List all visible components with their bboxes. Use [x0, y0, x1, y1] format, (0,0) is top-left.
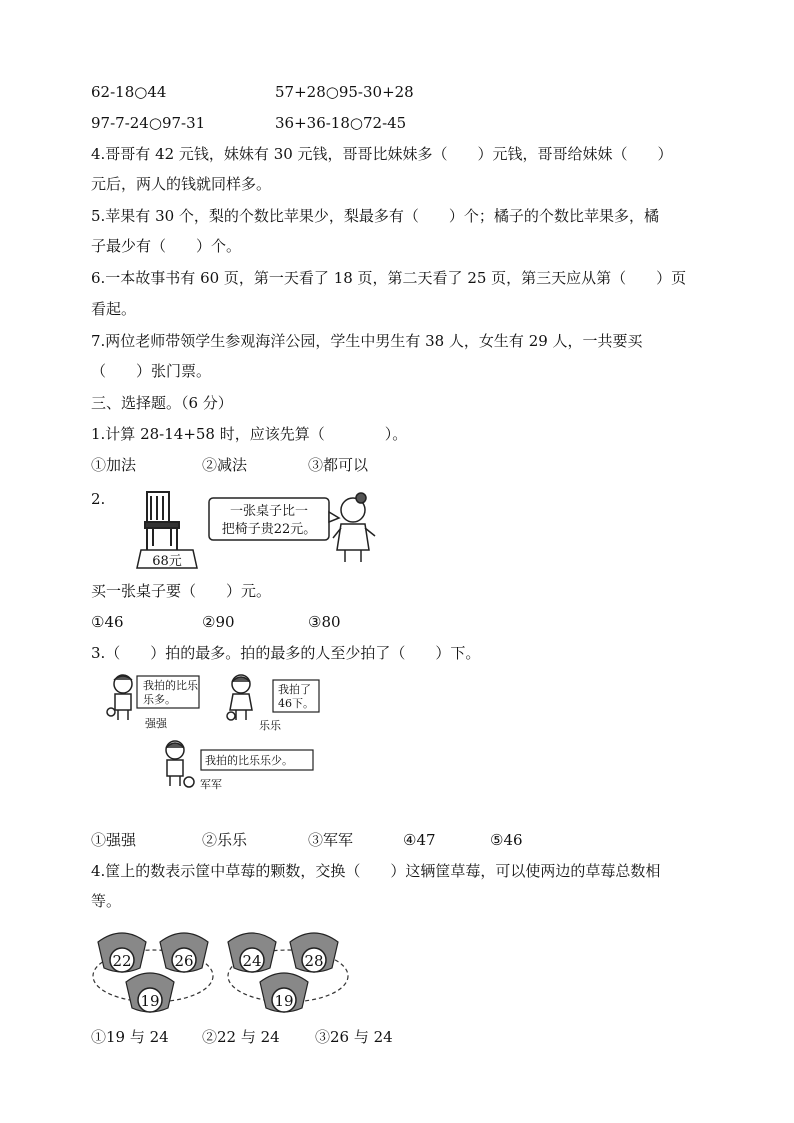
choice-q3-option-b: ②乐乐 — [202, 831, 248, 849]
kid1-bubble-line2: 乐多。 — [143, 693, 176, 706]
compare-right-1: 57+28○95-30+28 — [275, 83, 414, 101]
kid2-bubble-line2: 46下。 — [278, 697, 314, 710]
compare-left-1: 62-18○44 — [91, 83, 167, 101]
question-5-line1: 5.苹果有 30 个，梨的个数比苹果少，梨最多有（ ）个；橘子的个数比苹果多，橘 — [91, 207, 659, 225]
kid3-bubble-text: 我拍的比乐乐少。 — [205, 754, 293, 767]
choice-q2-option-c: ③80 — [308, 613, 341, 631]
basket-left-3-count: 19 — [140, 992, 160, 1010]
chair-icon — [145, 492, 179, 552]
basket-right-1 — [228, 933, 276, 972]
choice-q1-option-a: ①加法 — [91, 456, 137, 474]
basket-left-1 — [98, 933, 146, 972]
question-7-line1: 7.两位老师带领学生参观海洋公园，学生中男生有 38 人，女生有 29 人，一共要买 — [91, 332, 643, 350]
kid2-bubble-line1: 我拍了 — [278, 683, 311, 696]
kid1-name: 强强 — [145, 717, 167, 730]
choice-q4-option-c: ③26 与 24 — [315, 1028, 393, 1046]
basket-left-2 — [160, 933, 208, 972]
choice-q4-stem-line1: 4.筐上的数表示筐中草莓的颗数，交换（ ）这辆筐草莓，可以使两边的草莓总数相 — [91, 862, 661, 880]
question-4-line2: 元后，两人的钱就同样多。 — [91, 175, 272, 193]
choice-q4-stem-line2: 等。 — [91, 892, 122, 910]
basket-left-2-count: 26 — [174, 952, 194, 970]
choice-q1-option-b: ②减法 — [202, 456, 248, 474]
choice-q1-option-c: ③都可以 — [308, 456, 369, 474]
section-3-heading: 三、选择题。（6 分） — [91, 394, 233, 412]
choice-q1-stem: 1.计算 28-14+58 时，应该先算（ ）。 — [91, 425, 408, 443]
question-7-line2: （ ）张门票。 — [91, 362, 212, 380]
choice-q3-option-e: ⑤46 — [490, 831, 523, 849]
kid2-name: 乐乐 — [259, 719, 281, 732]
choice-q2-stem: 买一张桌子要（ ）元。 — [91, 582, 272, 600]
choice-q2-option-b: ②90 — [202, 613, 235, 631]
choice-q2-number: 2. — [91, 490, 106, 508]
price-tag-text: 68元 — [152, 554, 182, 569]
ball-bouncing-figure — [105, 670, 325, 800]
basket-right-3 — [260, 973, 308, 1012]
basket-right-3-count: 19 — [274, 992, 294, 1010]
question-5-line2: 子最少有（ ）个。 — [91, 237, 242, 255]
basket-right-2 — [290, 933, 338, 972]
question-4-line1: 4.哥哥有 42 元钱，妹妹有 30 元钱，哥哥比妹妹多（ ）元钱，哥哥给妹妹（ ） — [91, 145, 673, 163]
kid-qiangqiang-icon — [107, 675, 132, 720]
choice-q3-option-a: ①强强 — [91, 831, 137, 849]
bubble-text-line1: 一张桌子比一 — [229, 504, 309, 519]
choice-q4-option-a: ①19 与 24 — [91, 1028, 169, 1046]
basket-right-2-count: 28 — [304, 952, 324, 970]
kid1-bubble-line1: 我拍的比乐 — [143, 679, 198, 692]
strawberry-baskets-figure — [90, 918, 360, 1023]
choice-q3-option-d: ④47 — [403, 831, 436, 849]
price-tag — [137, 550, 197, 569]
choice-q3-stem: 3.（ ）拍的最多。拍的最多的人至少拍了（ ）下。 — [91, 644, 481, 662]
speech-bubble — [209, 498, 339, 540]
kid-junjun-icon — [166, 741, 194, 787]
choice-q3-option-c: ③军军 — [308, 831, 354, 849]
basket-left-1-count: 22 — [112, 952, 132, 970]
girl-icon — [333, 493, 375, 562]
compare-right-2: 36+36-18○72-45 — [275, 114, 407, 132]
kid3-name: 军军 — [200, 778, 222, 791]
kid-lele-icon — [227, 675, 252, 720]
choice-q2-option-a: ①46 — [91, 613, 124, 631]
basket-left-3 — [126, 973, 174, 1012]
compare-left-2: 97-7-24○97-31 — [91, 114, 206, 132]
bubble-text-line2: 把椅子贵22元。 — [221, 522, 317, 537]
basket-right-1-count: 24 — [242, 952, 262, 970]
choice-q4-option-b: ②22 与 24 — [202, 1028, 280, 1046]
question-6-line1: 6.一本故事书有 60 页，第一天看了 18 页，第二天看了 25 页，第三天应从第（ ）页 — [91, 269, 687, 287]
question-6-line2: 看起。 — [91, 300, 137, 318]
chair-table-figure — [135, 488, 385, 570]
